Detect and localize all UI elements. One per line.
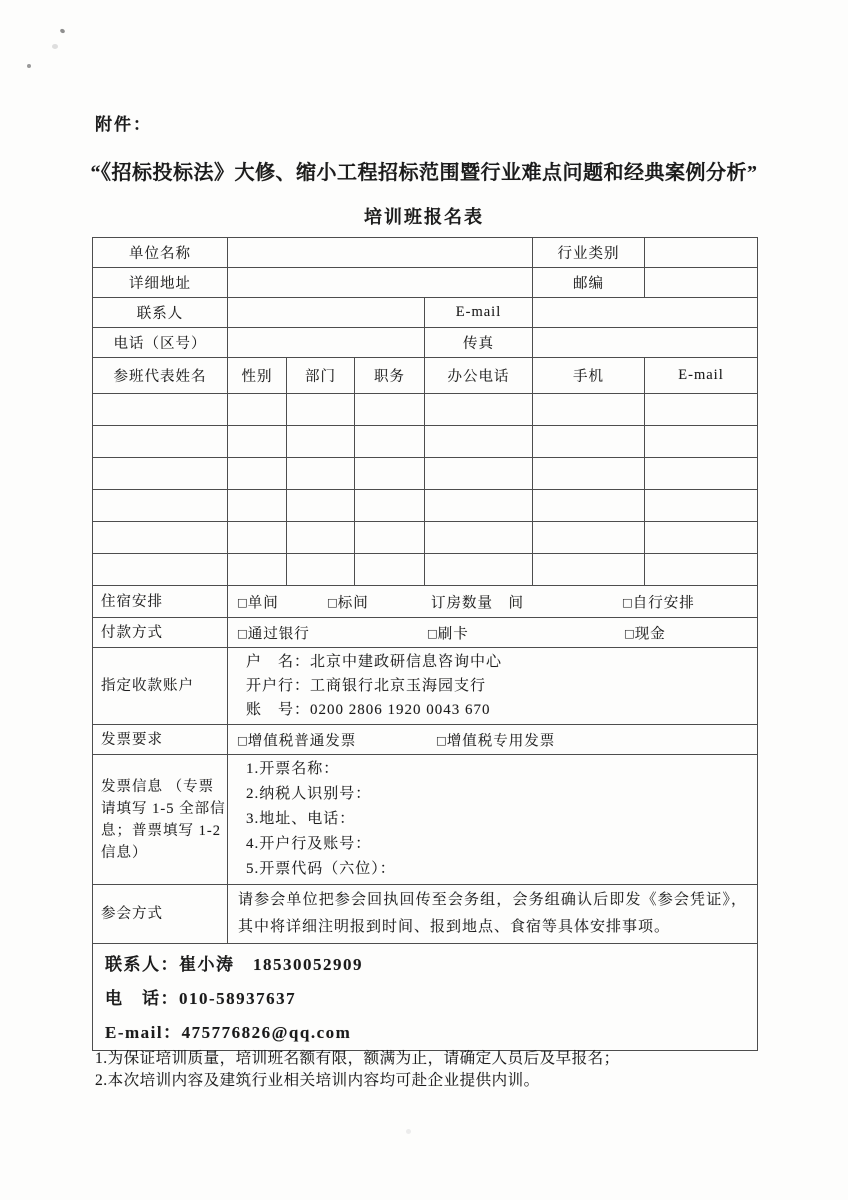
payment-label: 付款方式: [93, 618, 228, 648]
industry-type-field[interactable]: [645, 238, 758, 268]
checkbox-self-arrange[interactable]: □自行安排: [623, 595, 695, 611]
participant-cell[interactable]: [93, 490, 228, 522]
participant-cell[interactable]: [533, 490, 645, 522]
attendance-row: [93, 885, 758, 944]
participant-cell[interactable]: [228, 522, 287, 554]
document-subtitle: 培训班报名表: [364, 207, 484, 227]
company-row: [93, 238, 758, 268]
bank-account-holder: 户 名：北京中建政研信息咨询中心: [246, 654, 503, 670]
checkbox-bank-transfer[interactable]: □通过银行: [238, 626, 310, 642]
checkbox-vat-general-invoice[interactable]: □增值税普通发票: [238, 733, 357, 749]
mobile-header: 手机: [533, 358, 645, 394]
email-label: E-mail: [425, 298, 533, 328]
participant-cell[interactable]: [645, 522, 758, 554]
participant-cell[interactable]: [355, 458, 425, 490]
participant-cell[interactable]: [228, 490, 287, 522]
participant-cell[interactable]: [287, 490, 355, 522]
participant-name-header: 参班代表姓名: [93, 358, 228, 394]
footnote-1: 1.为保证培训质量，培训班名额有限，额满为止，请确定人员后及早报名；: [95, 1050, 620, 1067]
phone-field[interactable]: [228, 328, 425, 358]
participant-empty-row: [93, 458, 758, 490]
participant-cell[interactable]: [533, 458, 645, 490]
postcode-label: 邮编: [533, 268, 645, 298]
bank-account-row: [93, 648, 758, 725]
organizer-contact-row: [93, 944, 758, 1051]
attendance-label: 参会方式: [93, 885, 228, 944]
invoice-requirement-row: [93, 725, 758, 755]
participant-empty-row: [93, 554, 758, 586]
fax-field[interactable]: [533, 328, 758, 358]
participant-empty-row: [93, 490, 758, 522]
participant-cell[interactable]: [287, 554, 355, 586]
contact-row: [93, 298, 758, 328]
scan-speckle: [27, 64, 31, 68]
participant-cell[interactable]: [287, 394, 355, 426]
taxpayer-id-field[interactable]: 2.纳税人识别号：: [246, 786, 372, 802]
contact-person-label: 联系人: [93, 298, 228, 328]
bank-account-number: 账 号：0200 2806 1920 0043 670: [246, 702, 491, 718]
industry-type-label: 行业类别: [533, 238, 645, 268]
bank-branch: 开户行：工商银行北京玉海园支行: [246, 678, 487, 694]
postcode-field[interactable]: [645, 268, 758, 298]
participant-cell[interactable]: [645, 426, 758, 458]
phone-row: [93, 328, 758, 358]
registration-form-table: [92, 237, 758, 1051]
phone-label: 电话（区号）: [93, 328, 228, 358]
organizer-contact-person: 联系人：崔小涛 18530052909: [105, 955, 363, 974]
department-header: 部门: [287, 358, 355, 394]
contact-person-field[interactable]: [228, 298, 425, 328]
email-field[interactable]: [533, 298, 758, 328]
participant-cell[interactable]: [533, 394, 645, 426]
participant-cell[interactable]: [533, 426, 645, 458]
document-title: “《招标投标法》大修、缩小工程招标范围暨行业难点问题和经典案例分析”: [90, 162, 758, 184]
participant-cell[interactable]: [355, 522, 425, 554]
position-header: 职务: [355, 358, 425, 394]
participant-cell[interactable]: [425, 394, 533, 426]
payment-options: [228, 618, 758, 648]
participant-cell[interactable]: [533, 522, 645, 554]
accommodation-row: [93, 586, 758, 618]
participant-cell[interactable]: [93, 394, 228, 426]
company-name-field[interactable]: [228, 238, 533, 268]
participant-cell[interactable]: [93, 458, 228, 490]
invoice-address-phone-field[interactable]: 3.地址、电话：: [246, 811, 356, 827]
participant-cell[interactable]: [425, 490, 533, 522]
participant-cell[interactable]: [425, 554, 533, 586]
participant-cell[interactable]: [533, 554, 645, 586]
participant-cell[interactable]: [93, 522, 228, 554]
invoice-bank-account-field[interactable]: 4.开户行及账号：: [246, 836, 372, 852]
participant-cell[interactable]: [355, 554, 425, 586]
footnote-2: 2.本次培训内容及建筑行业相关培训内容均可赴企业提供内训。: [95, 1071, 540, 1089]
participant-email-header: E-mail: [645, 358, 758, 394]
organizer-contact-block: [93, 944, 758, 1051]
bank-account-label: 指定收款账户: [93, 648, 228, 725]
participant-cell[interactable]: [355, 394, 425, 426]
participant-cell[interactable]: [228, 394, 287, 426]
invoice-code-field[interactable]: 5.开票代码（六位）：: [246, 861, 396, 877]
room-quantity-label: 订房数量 间: [431, 595, 524, 611]
organizer-phone: 电 话：010-58937637: [105, 989, 297, 1008]
participant-cell[interactable]: [93, 426, 228, 458]
checkbox-standard-room[interactable]: □标间: [328, 595, 369, 611]
participant-cell[interactable]: [287, 458, 355, 490]
address-label: 详细地址: [93, 268, 228, 298]
participant-cell[interactable]: [355, 490, 425, 522]
participant-cell[interactable]: [93, 554, 228, 586]
invoice-requirement-label: 发票要求: [93, 725, 228, 755]
scan-speckle: [406, 1129, 411, 1134]
invoice-title-field[interactable]: 1.开票名称：: [246, 761, 340, 777]
participant-cell[interactable]: [425, 458, 533, 490]
participant-cell[interactable]: [645, 554, 758, 586]
participant-cell[interactable]: [228, 458, 287, 490]
scan-speckle: [59, 28, 65, 34]
checkbox-cash[interactable]: □现金: [625, 626, 666, 642]
participant-cell[interactable]: [645, 490, 758, 522]
participant-cell[interactable]: [287, 522, 355, 554]
organizer-email: E-mail：475776826@qq.com: [105, 1023, 352, 1042]
address-field[interactable]: [228, 268, 533, 298]
invoice-requirement-options: [228, 725, 758, 755]
checkbox-card[interactable]: □刷卡: [428, 626, 469, 642]
invoice-info-fields: [228, 755, 758, 885]
attachment-label: 附件：: [95, 115, 152, 134]
participant-cell[interactable]: [355, 426, 425, 458]
payment-row: [93, 618, 758, 648]
checkbox-vat-special-invoice[interactable]: □增值税专用发票: [437, 733, 556, 749]
accommodation-options: [228, 586, 758, 618]
participant-header-row: [93, 358, 758, 394]
participant-cell[interactable]: [425, 522, 533, 554]
footnotes: [95, 1048, 757, 1091]
scan-speckle: [52, 44, 58, 49]
participant-cell[interactable]: [645, 458, 758, 490]
bank-account-details: [228, 648, 758, 725]
invoice-info-row: [93, 755, 758, 885]
participant-cell[interactable]: [645, 394, 758, 426]
office-phone-header: 办公电话: [425, 358, 533, 394]
checkbox-single-room[interactable]: □单间: [238, 595, 279, 611]
participant-empty-row: [93, 426, 758, 458]
address-row: [93, 268, 758, 298]
invoice-info-label: 发票信息 （专票请填写 1-5 全部信息；普票填写 1-2 信息）: [93, 755, 228, 885]
participant-cell[interactable]: [228, 426, 287, 458]
fax-label: 传真: [425, 328, 533, 358]
participant-cell[interactable]: [425, 426, 533, 458]
participant-empty-row: [93, 394, 758, 426]
participant-cell[interactable]: [228, 554, 287, 586]
gender-header: 性别: [228, 358, 287, 394]
attendance-instructions: 请参会单位把参会回执回传至会务组，会务组确认后即发《参会凭证》，其中将详细注明报到时间、报到地点、食宿等具体安排事项。: [228, 885, 758, 944]
participant-cell[interactable]: [287, 426, 355, 458]
participant-empty-row: [93, 522, 758, 554]
company-name-label: 单位名称: [93, 238, 228, 268]
accommodation-label: 住宿安排: [93, 586, 228, 618]
